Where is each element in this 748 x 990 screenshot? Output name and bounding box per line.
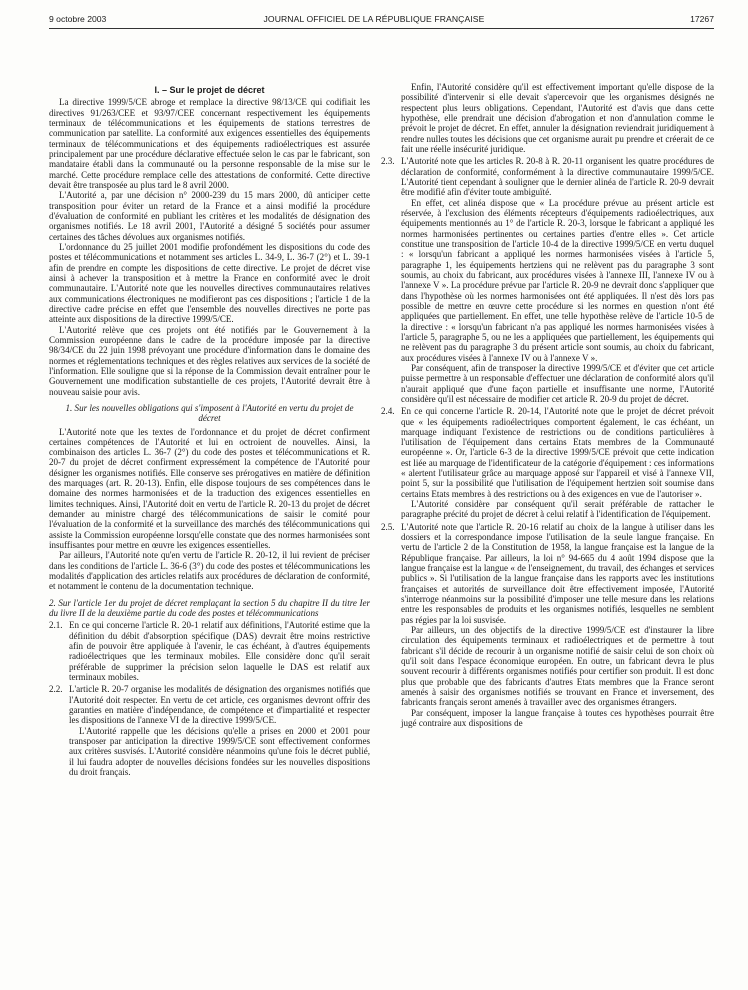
paragraph: L'Autorité a, par une décision n° 2000-239 du 15 mars 2000, dû anticiper cette transposition pour éviter un retard de la France et a ainsi modifié la procédure d'évaluation de conformité en publiant les critères et les modalités de désignation des organismes notifiés. Le 18 avril 2001, l'Autorité a désigné 5 sociétés pour assumer certaines des tâches dévolues aux organismes notifiés.	[49, 190, 370, 242]
item-paragraph: En effet, cet alinéa dispose que « La procédure prévue au présent article est réservée, à l'exclusion des éléments récepteurs d'équipements radioélectriques, aux équipements mentionnés au 1° de l'article R. 20-3, lorsque le fabricant a appliqué les normes harmonisées pertinentes ou certaines parties d'entre elles ». Cet article constitue une transposition de l'article 10-4 de la directive 1999/5/CE en vertu duquel : « lorsqu'un fabricant a appliqué les normes harmonisées visées à l'article 5, paragraphe 1, les équipements hertziens qui ne relèvent pas du paragraphe 3 sont soumis, au choix du fabricant, aux procédures visées à l'annexe III, l'annexe IV ou à l'annexe V ». La procédure prévue par l'article R. 20-9 ne devrait donc s'appliquer que dans l'hypothèse où les normes harmonisées ont été appliquées. Il n'est dès lors pas possible de mettre en œuvre cette procédure si les normes en question n'ont été appliquées que partiellement. En effet, une telle hypothèse relève de l'article 10-5 de la directive : « lorsqu'un fabricant n'a pas appliqué les normes harmonisées visées à l'article 5, paragraphe 5, ou ne les a appliquées que partiellement, les équipements qui ne relèvent pas du paragraphe 3 du présent article sont soumis, au choix du fabricant, aux procédures visées à l'annexe IV ou à l'annexe V ».	[401, 197, 714, 363]
item-number: 2.2.	[49, 684, 63, 695]
paragraph: La directive 1999/5/CE abroge et remplace la directive 98/13/CE qui codifiait les directives 91/263/CEE et 93/97/CEE concernant respectivement les équipements terminaux de télécommunications et les équipements de stations terrestres de communication par satellite. La conformité aux exigences essentielles des équipements terminaux de télécommunications et des équipements radioélectriques est assurée principalement par une procédure déclarative effectuée selon le cas par le fabricant, son mandataire établi dans la communauté ou la personne responsable de la mise sur le marché. Cette procédure remplace celle des attestations de conformité. Cette directive devait être transposée au plus tard le 8 avril 2000.	[49, 97, 370, 190]
item-number: 2.3.	[381, 156, 395, 167]
numbered-item	[49, 620, 370, 682]
item-paragraph: L'Autorité note que l'article R. 20-16 relatif au choix de la langue à utiliser dans les dossiers et la correspondance impose l'utilisation de la seule langue française. En vertu de l'article 2 de la Constitution de 1958, la langue française est la langue de la République française. Par ailleurs, la loi n° 94-665 du 4 août 1994 dispose que la langue française est la langue « de l'enseignement, du travail, des échanges et services publics ». Si l'utilisation de la langue française dans les rapports avec les institutions françaises et autorités de surveillance doit être effectivement imposée, l'Autorité s'interroge néanmoins sur la possibilité d'imposer une telle mesure dans les relations entre les responsables de produits et les organismes notifiés, lesquelles ne semblent pas régies par la loi susvisée.	[401, 521, 714, 625]
page-header	[0, 14, 748, 28]
item-paragraph: Par conséquent, afin de transposer la directive 1999/5/CE et d'éviter que cet article puisse permettre à un responsable d'effectuer une déclaration de conformité alors qu'il n'aurait appliqué que d'une façon partielle et insuffisante une norme, l'Autorité considère qu'il est nécessaire de modifier cet article R. 20-9 du projet de décret.	[401, 362, 714, 404]
item-number: 2.4.	[381, 406, 395, 417]
item-paragraph: En ce qui concerne l'article R. 20-1 relatif aux définitions, l'Autorité estime que la définition du débit d'absorption spécifique (DAS) devrait être moins restrictive afin de pouvoir être appliquée à l'avenir, le cas échéant, à d'autres équipements radioélectriques que les terminaux mobiles. Elle considère donc qu'il serait préférable de supprimer la précision selon laquelle le DAS est relatif aux terminaux mobiles.	[69, 620, 370, 683]
item-paragraph: L'Autorité note que les articles R. 20-8 à R. 20-11 organisent les quatre procédures de déclaration de conformité, conformément à la directive communautaire 1999/5/CE. L'Autorité tient cependant à souligner que le dernier alinéa de l'article R. 20-9 devrait être modifié afin d'éviter toute ambiguïté.	[401, 156, 714, 198]
item-paragraph: Par ailleurs, un des objectifs de la directive 1999/5/CE est d'instaurer la libre circulation des équipements terminaux et radioélectriques et de permettre à tout fabricant s'il décide de recourir à un organisme notifié de saisir celui de son choix où qu'il soit dans l'espace économique européen. En outre, un fabricant devra le plus souvent recourir à différents organismes notifiés pour certifier son produit. Il est donc plus que probable que des fabricants d'autres Etats membres que la France seront amenés à saisir des organismes notifiés se trouvant en France et inversement, des fabricants français seront amenés à travailler avec des organismes étrangers.	[401, 625, 714, 708]
item-paragraph: L'article R. 20-7 organise les modalités de désignation des organismes notifiés que l'Autorité doit respecter. En vertu de cet article, ces organismes devront offrir des garanties en matière d'indépendance, de compétence et d'impartialité et respecter les dispositions de l'annexe VI de la directive 1999/5/CE.	[69, 684, 370, 726]
page-number: 17267	[690, 14, 714, 24]
item-number: 2.5.	[381, 521, 395, 532]
issue-date: 9 octobre 2003	[49, 14, 107, 24]
header-rule	[49, 28, 714, 29]
subsection-title: 1. Sur les nouvelles obligations qui s'imposent à l'Autorité en vertu du projet de décret	[65, 402, 354, 424]
item-paragraph: L'Autorité considère par conséquent qu'il serait préférable de rattacher le paragraphe précité du projet de décret à celui relatif à l'identification de l'équipement.	[401, 499, 714, 520]
numbered-item	[381, 522, 714, 729]
numbered-item	[381, 156, 714, 404]
paragraph: L'Autorité relève que ces projets ont été notifiés par le Gouvernement à la Commission européenne dans le cadre de la procédure imposée par la directive 98/34/CE du 22 juin 1998 prévoyant une procédure d'information dans le domaine des normes et réglementations techniques et des règles relatives aux services de la société de l'information. Elle souligne que si la réponse de la Commission devait entraîner pour le Gouvernement une modification substantielle de ces projets, l'Autorité devrait être à nouveau saisie pour avis.	[49, 324, 370, 397]
paragraph: Par ailleurs, l'Autorité note qu'en vertu de l'article R. 20-12, il lui revient de préciser dans les conditions de l'article L. 36-6 (3°) du code des postes et télécommunications les modalités d'application des articles relatifs aux procédures de déclaration de conformité, et notamment le contenu de la documentation technique.	[49, 550, 370, 592]
journal-title: JOURNAL OFFICIEL DE LA RÉPUBLIQUE FRANÇAISE	[263, 14, 485, 24]
paragraph: Enfin, l'Autorité considère qu'il est effectivement important qu'elle dispose de la possibilité d'intervenir si elle devait s'apercevoir que les organismes désignés ne respectent plus leurs obligations. Cependant, l'Autorité est d'avis que dans cette hypothèse, elle prendrait une décision d'abrogation et non d'annulation comme le prévoit le projet de décret. En effet, annuler la désignation reviendrait juridiquement à rendre nulles toutes les décisions que cet organisme aurait pu prendre et créerait de ce fait une réelle insécurité juridique.	[401, 82, 714, 154]
section-title: I. – Sur le projet de décret	[154, 85, 265, 95]
item-paragraph: L'Autorité rappelle que les décisions qu'elle a prises en 2000 et 2001 pour transposer par anticipation la directive 1999/5/CE sont effectivement conformes aux critères susvisés. L'Autorité considère néanmoins qu'une fois le décret publié, il lui faudra adopter de nouvelles décisions fondées sur les nouvelles dispositions du droit français.	[69, 725, 370, 777]
item-paragraph: En ce qui concerne l'article R. 20-14, l'Autorité note que le projet de décret prévoit que « les équipements radioélectriques comportent également, le cas échéant, un marquage indiquant l'existence de restrictions ou de conditions particulières à l'utilisation de l'équipement dans certains Etats membres de la Communauté européenne ». Or, l'article 6-3 de la directive 1999/5/CE prévoit que cette indication est liée au marquage de l'identificateur de la catégorie d'équipement : ces informations « alertent l'utilisateur grâce au marquage apposé sur l'appareil et visé à l'annexe VII, point 5, sur la possibilité que l'utilisation de l'équipement hertzien soit soumise dans certains Etats membres à des restrictions ou à des exigences en vue de l'autoriser ».	[401, 406, 714, 499]
item-paragraph: Par conséquent, imposer la langue française à toutes ces hypothèses pourrait être jugé contraire aux dispositions de	[401, 707, 714, 729]
item-number: 2.1.	[49, 620, 63, 631]
paragraph: L'Autorité note que les textes de l'ordonnance et du projet de décret confirment certaines compétences de l'Autorité et lui en octroient de nouvelles. Ainsi, la combinaison des articles L. 36-7 (2°) du code des postes et télécommunications et R. 20-7 du projet de décret confirment expressément la compétence de l'Autorité pour désigner les organismes notifiés. Elle conserve ses prérogatives en matière de définition des marquages (art. R. 20-13). Enfin, elle dispose toujours de ses compétences dans le domaine des normes harmonisées et de la traduction des exigences essentielles en limites techniques. Ainsi, l'Autorité doit en vertu de l'article R. 20-13 du projet de décret demander au ministre chargé des télécommunications de saisir le comité pour l'évaluation de la conformité et la surveillance des marchés des télécommunications qui assiste la Commission européenne lorsqu'elle constate que des normes harmonisées sont insuffisantes pour mettre en œuvre les exigences essentielles.	[49, 426, 370, 551]
left-column	[49, 85, 370, 777]
paragraph: L'ordonnance du 25 juillet 2001 modifie profondément les dispositions du code des postes et télécommunications et notamment ses articles L. 34-9, L. 36-7 (2°) et L. 39-1 afin de prendre en compte les dispositions de cette directive. Le projet de décret vise ainsi à achever la transposition et à mettre la France en conformité avec le droit communautaire. L'Autorité note que les nouvelles directives communautaires relatives aux communications électroniques ne modifieront pas ces dispositions ; l'article 1 de la directive cadre précise en effet que l'ensemble des nouvelles directives ne porte pas atteinte aux dispositions de la directive 1999/5/CE.	[49, 241, 370, 325]
subsection-title: 2. Sur l'article 1er du projet de décret remplaçant la section 5 du chapitre II du titre Ier du livre II de la deuxième partie du code des postes et télécommunications	[49, 597, 370, 619]
numbered-item	[381, 406, 714, 520]
right-column	[381, 82, 714, 728]
numbered-item	[49, 684, 370, 777]
